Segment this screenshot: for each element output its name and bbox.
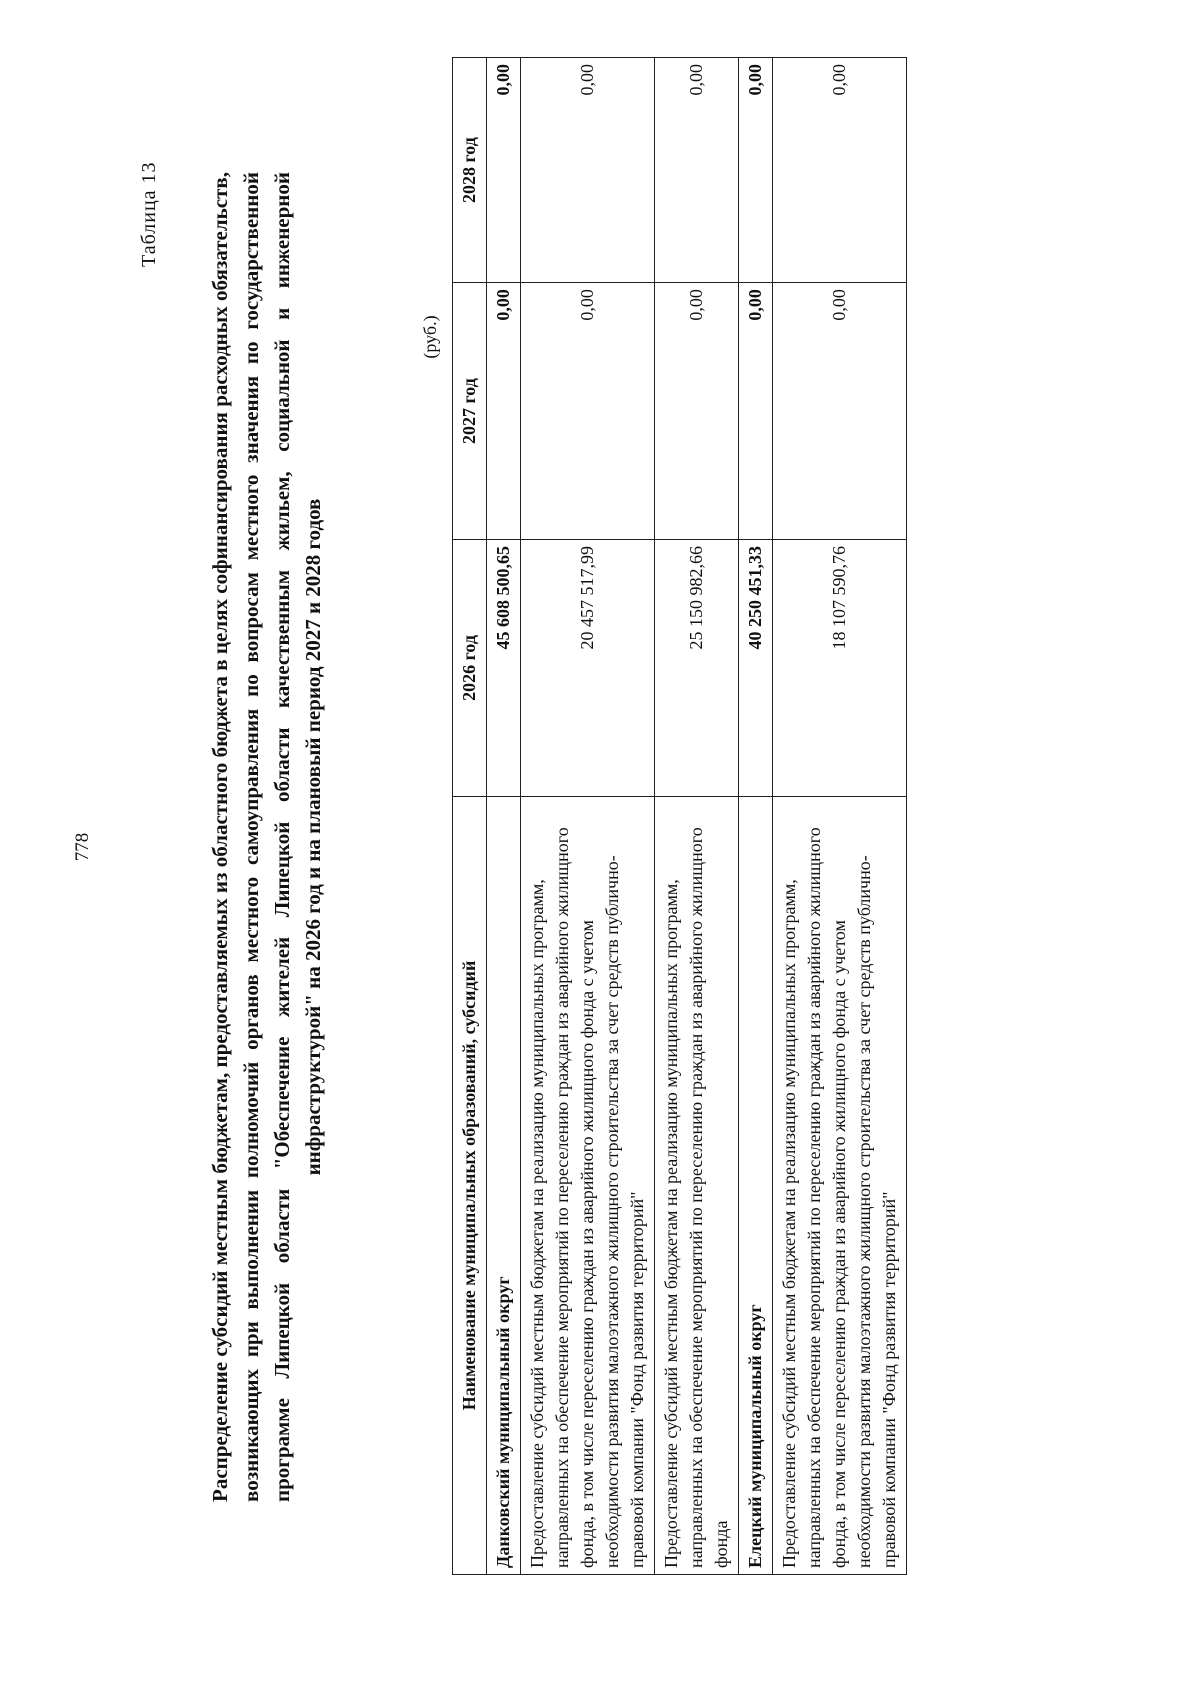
- value-2026: 25 150 982,66: [655, 540, 739, 797]
- value-2028: 0,00: [487, 58, 521, 283]
- header-2027: 2027 год: [453, 283, 487, 540]
- value-2026: 18 107 590,76: [773, 540, 907, 797]
- header-2026: 2026 год: [453, 540, 487, 797]
- value-2027: 0,00: [521, 283, 655, 540]
- value-2028: 0,00: [655, 58, 739, 283]
- row-name: Данковский муниципальный округ: [487, 796, 521, 1574]
- currency-unit: (руб.): [420, 315, 440, 359]
- value-2027: 0,00: [487, 283, 521, 540]
- value-2028: 0,00: [773, 58, 907, 283]
- table-row-subsidy: [521, 58, 655, 1575]
- value-2027: 0,00: [739, 283, 773, 540]
- table-number: Таблица 13: [138, 161, 160, 267]
- table-header-row: [453, 58, 487, 1575]
- value-2027: 0,00: [655, 283, 739, 540]
- row-name: Елецкий муниципальный округ: [739, 796, 773, 1574]
- header-2028: 2028 год: [453, 58, 487, 283]
- table-row-total: [739, 58, 773, 1575]
- page-number: 778: [72, 832, 93, 862]
- subsidy-table: [452, 57, 907, 1575]
- document-title: Распределение субсидий местным бюджетам, предоставляемых из областного бюджета в целях софинансирования расходных обязательств, возникающих при выполнении полномочий органов местного самоуправления по вопросам местного значения по государственной программе Липецкой области "Обеспечение жителей Липецкой области качественным жильем, социальной и инженерной инфраструктурой" на 2026 год и на плановый период 2027 и 2028 годов: [208, 172, 325, 1502]
- table-row-subsidy: [773, 58, 907, 1575]
- value-2026: 40 250 451,33: [739, 540, 773, 797]
- value-2027: 0,00: [773, 283, 907, 540]
- row-name: Предоставление субсидий местным бюджетам на реализацию муниципальных программ, направленных на обеспечение мероприятий по переселению граждан из аварийного жилищного фонда, в том числе переселению граждан из аварийного жилищного фонда с учетом необходимости развития малоэтажного жилищного строительства за счет средств публично-правовой компании "Фонд развития территорий": [773, 796, 907, 1574]
- table-row-subsidy: [655, 58, 739, 1575]
- value-2026: 20 457 517,99: [521, 540, 655, 797]
- table-row-total: [487, 58, 521, 1575]
- value-2028: 0,00: [739, 58, 773, 283]
- value-2026: 45 608 500,65: [487, 540, 521, 797]
- row-name: Предоставление субсидий местным бюджетам на реализацию муниципальных программ, направленных на обеспечение мероприятий по переселению граждан из аварийного жилищного фонда: [655, 796, 739, 1574]
- value-2028: 0,00: [521, 58, 655, 283]
- row-name: Предоставление субсидий местным бюджетам на реализацию муниципальных программ, направленных на обеспечение мероприятий по переселению граждан из аварийного жилищного фонда, в том числе переселению граждан из аварийного жилищного фонда с учетом необходимости развития малоэтажного жилищного строительства за счет средств публично-правовой компании "Фонд развития территорий": [521, 796, 655, 1574]
- header-name: Наименование муниципальных образований, субсидий: [453, 796, 487, 1574]
